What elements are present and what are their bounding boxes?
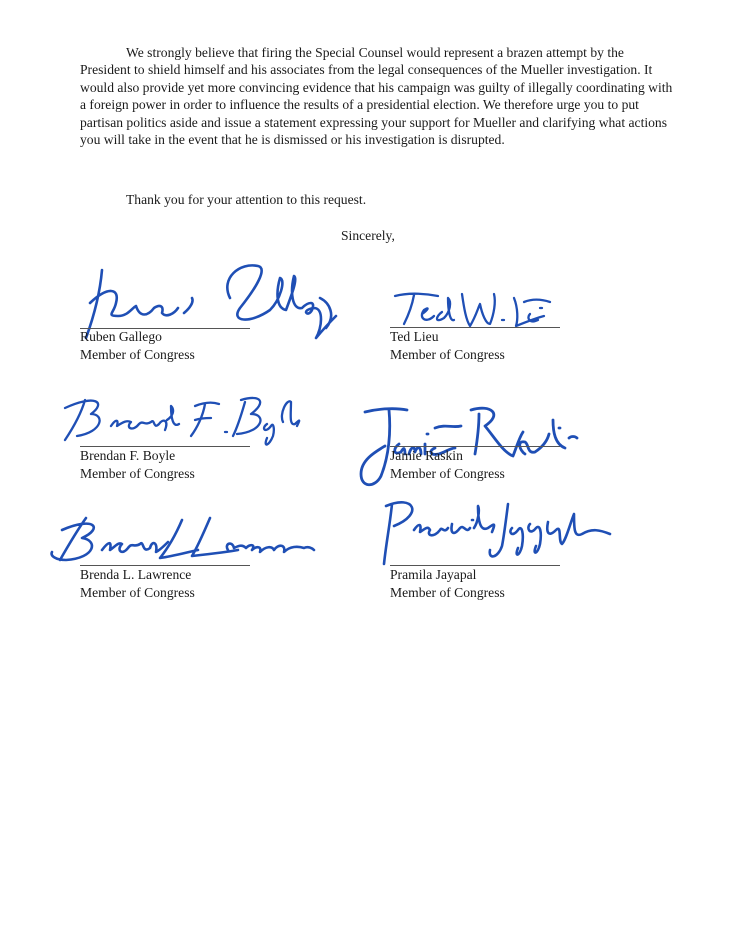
signatory-block <box>390 566 565 602</box>
signatory-title: Member of Congress <box>80 584 195 600</box>
signatory-title: Member of Congress <box>390 584 505 600</box>
signatory-name: Ted Lieu <box>390 329 439 344</box>
signature-jayapal <box>378 494 618 574</box>
signatory-name: Brendan F. Boyle <box>80 448 176 463</box>
letter-closing: Sincerely, <box>341 228 395 243</box>
signatory-block <box>390 328 565 364</box>
signatory-name: Pramila Jayapal <box>390 567 477 582</box>
signatory-block <box>80 447 255 483</box>
signatory-name: Ruben Gallego <box>80 329 162 344</box>
signatory-title: Member of Congress <box>390 346 505 362</box>
letter-paragraph: We strongly believe that firing the Special Counsel would represent a brazen attempt by the President to shield himself and his associates from the legal consequences of the Mueller investigation. It would also provide yet more convincing evidence that his campaign was guilty of illegally coordinating with a foreign power in order to influence the results of a presidential election. We therefore urge you to put partisan politics aside and issue a statement expressing your support for Mueller and clarifying what actions you will take in the event that he is dismissed or his investigation is disrupted. <box>80 45 673 148</box>
signature-boyle <box>55 388 315 450</box>
signatory-title: Member of Congress <box>80 465 195 481</box>
signatory-name: Brenda L. Lawrence <box>80 567 192 582</box>
signature-lawrence <box>42 510 317 568</box>
letter-paragraph-thanks: Thank you for your attention to this request. <box>126 192 367 207</box>
signatory-block <box>390 447 565 483</box>
signatory-name: Jamie Raskin <box>390 448 463 463</box>
signatory-block <box>80 328 255 364</box>
signatory-title: Member of Congress <box>390 465 505 481</box>
signatory-block <box>80 566 255 602</box>
signatory-title: Member of Congress <box>80 346 195 362</box>
